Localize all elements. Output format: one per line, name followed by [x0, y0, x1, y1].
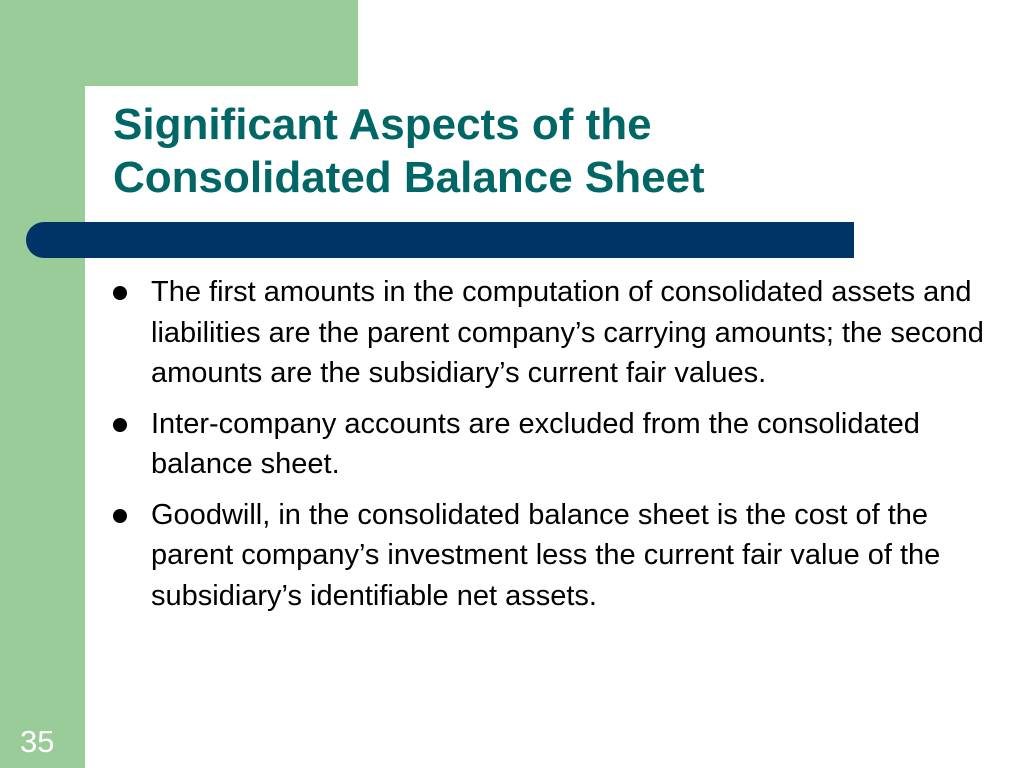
title-underline-bar — [26, 222, 854, 258]
bullet-icon — [113, 509, 127, 523]
slide-title-line: Significant Aspects of the — [113, 100, 652, 149]
bullet-text: Goodwill, in the consolidated balance sheet is the cost of the parent company’s investment less the current fair value of the subsidiary’s identifiable net assets. — [151, 498, 941, 612]
slide-title — [113, 98, 973, 204]
slide-number: 35 — [20, 724, 55, 759]
bullet-text: Inter-company accounts are excluded from the consolidated balance sheet. — [151, 407, 920, 480]
bullet-item — [113, 272, 993, 394]
left-accent-panel — [0, 0, 85, 768]
bullet-list — [113, 272, 993, 626]
bullet-item — [113, 404, 993, 485]
bullet-icon — [113, 286, 127, 300]
bullet-item — [113, 495, 993, 617]
slide-title-line: Consolidated Balance Sheet — [113, 153, 705, 202]
top-accent-panel — [85, 0, 358, 86]
bullet-text: The first amounts in the computation of consolidated assets and liabilities are the parent company’s carrying amounts; the second amounts are the subsidiary’s current fair values. — [151, 276, 984, 389]
bullet-icon — [113, 418, 127, 432]
